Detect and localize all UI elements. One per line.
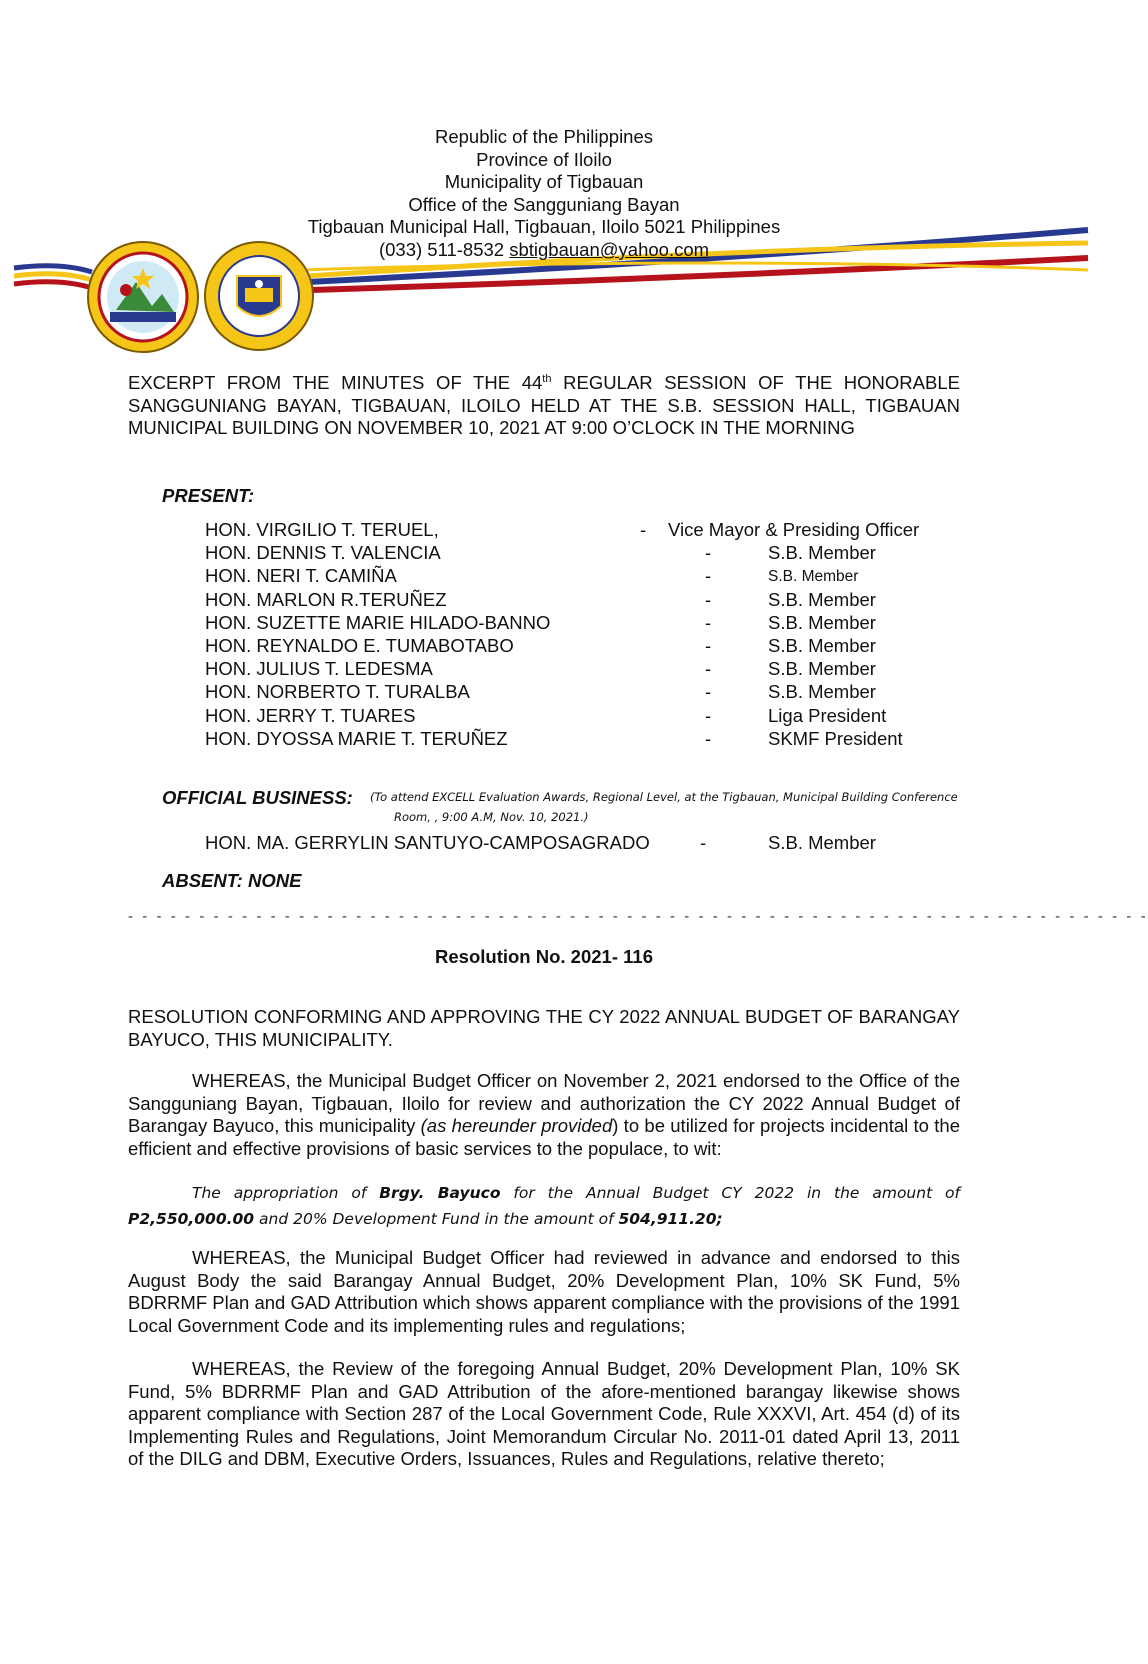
member-row [0, 612, 1088, 636]
separator-line: - - - - - - - - - - - - - - - - - - - - - - - - - - - - - - - - - - - - - - - - - - - - - - - - - - - - - - - - - - - - - - - - - - - - - - - - [128, 908, 1148, 925]
approp-text: and 20% Development Fund in the amount of [254, 1210, 619, 1228]
resolution-number: Resolution No. 2021- 116 [435, 946, 653, 967]
member-row [0, 705, 1088, 729]
letterhead-line: Republic of the Philippines [434, 126, 654, 147]
absent-label: ABSENT: NONE [162, 870, 302, 891]
appropriation-paragraph [128, 1180, 960, 1232]
member-role: S.B. Member [768, 658, 876, 680]
member-name: HON. REYNALDO E. TUMABOTABO [205, 635, 514, 656]
letterhead-line: Province of Iloilo [476, 148, 612, 170]
member-row [0, 728, 1088, 752]
member-name: HON. MA. GERRYLIN SANTUYO-CAMPOSAGRADO [205, 832, 650, 853]
approp-text: The appropriation of [192, 1184, 380, 1202]
member-role: S.B. Member [768, 681, 876, 703]
present-label: PRESENT: [162, 485, 255, 506]
member-role: S.B. Member [768, 568, 859, 586]
whereas-paragraph-2: WHEREAS, the Municipal Budget Officer had reviewed in advance and endorsed to this August Body the said Barangay Annual Budget, 20% Development Plan, 10% SK Fund, 5% BDRRMF Plan and GAD Attribution which shows apparent compliance with the provisions of the 1991 Local Government Code and its implementing rules and regulations; [128, 1247, 960, 1336]
whereas-paragraph-1 [128, 1070, 960, 1160]
approp-barangay: Brgy. Bayuco [379, 1184, 501, 1202]
member-dash: - [705, 611, 712, 633]
official-business-note-cont: Room, , 9:00 A.M, Nov. 10, 2021.) [394, 810, 589, 824]
whereas-paragraph-3: WHEREAS, the Review of the foregoing Annual Budget, 20% Development Plan, 10% SK Fund, 5% BDRRMF Plan and GAD Attribution of the afore-mentioned barangay likewise shows apparent compliance with Section 287 of the Local Government Code, Rule XXXVI, Art. 454 (d) of its Implementing Rules and Regulations, Joint Memorandum Circular No. 2011-01 dated April 13, 2011 of the DILG and DBM, Executive Orders, Issuances, Rules and Regulations, relative thereto; [128, 1358, 960, 1470]
letterhead-line: Tigbauan Municipal Hall, Tigbauan, Iloilo 5021 Philippines [307, 216, 781, 238]
member-dash: - [700, 832, 707, 853]
official-business-member [0, 832, 1088, 856]
excerpt-superscript: th [542, 373, 552, 385]
member-dash: - [705, 588, 712, 610]
official-business-label: OFFICIAL BUSINESS: [162, 787, 353, 808]
member-role: S.B. Member [768, 832, 876, 853]
member-name: HON. NORBERTO T. TURALBA [205, 681, 470, 703]
member-dash: - [705, 727, 712, 749]
letterhead [0, 0, 1088, 360]
member-role: S.B. Member [768, 588, 876, 610]
member-role: Liga President [768, 704, 887, 726]
letterhead-address [0, 126, 1088, 262]
member-dash: - [705, 565, 712, 587]
approp-amount: P2,550,000.00 [128, 1210, 255, 1228]
member-role: S.B. Member [768, 635, 876, 656]
member-dash: - [705, 704, 712, 726]
member-row [0, 635, 1088, 659]
member-role: S.B. Member [768, 542, 876, 564]
excerpt-text: EXCERPT FROM THE MINUTES OF THE 44 [128, 372, 543, 394]
member-row [0, 658, 1088, 682]
member-dash: - [705, 658, 712, 680]
member-row [0, 565, 1088, 589]
member-dash: - [640, 519, 647, 540]
member-name: HON. VIRGILIO T. TERUEL, [205, 519, 439, 540]
member-name: HON. JULIUS T. LEDESMA [205, 658, 433, 680]
member-name: HON. NERI T. CAMIÑA [205, 565, 397, 587]
letterhead-line: Municipality of Tigbauan [444, 171, 644, 193]
whereas-text-rest: ) to be utilized for projects incidental to the efficient and effective provisions of basic services to the populace, to wit: [128, 1115, 960, 1159]
member-name: HON. DYOSSA MARIE T. TERUÑEZ [205, 727, 508, 749]
letterhead-line: Office of the Sangguniang Bayan [408, 193, 680, 215]
excerpt-text-rest: REGULAR SESSION OF THE HONORABLE SANGGUNIANG BAYAN, TIGBAUAN, ILOILO HELD AT THE S.B. SESSION HALL, TIGBAUAN MUNICIPAL BUILDING ON NOVEMBER 10, 2021 AT 9:00 O’CLOCK IN THE MORNING [128, 372, 960, 439]
member-name: HON. SUZETTE MARIE HILADO-BANNO [205, 611, 551, 633]
member-name: HON. MARLON R.TERUÑEZ [205, 588, 447, 610]
phone-number: (033) 511-8532 [378, 238, 505, 260]
excerpt-heading [128, 368, 960, 440]
member-row [0, 589, 1088, 613]
official-business-note: (To attend EXCELL Evaluation Awards, Regional Level, at the Tigbauan, Municipal Building Conference [370, 790, 958, 804]
member-role: S.B. Member [768, 611, 876, 633]
member-name: HON. DENNIS T. VALENCIA [205, 542, 441, 564]
member-name: HON. JERRY T. TUARES [205, 704, 416, 726]
member-dash: - [705, 681, 712, 703]
email-link[interactable]: sbtigbauan@yahoo.com [509, 238, 710, 260]
member-role: Vice Mayor & Presiding Officer [668, 519, 920, 540]
member-row [0, 519, 1088, 543]
member-dash: - [705, 635, 712, 656]
whereas-italic: (as hereunder provided [420, 1115, 613, 1137]
member-dash: - [705, 542, 712, 564]
member-row [0, 681, 1088, 705]
resolution-title: RESOLUTION CONFORMING AND APPROVING THE CY 2022 ANNUAL BUDGET OF BARANGAY BAYUCO, THIS MUNICIPALITY. [128, 1006, 960, 1050]
approp-dev-fund: 504,911.20; [618, 1210, 723, 1228]
whereas-text: WHEREAS, the Municipal Budget Officer on November 2, 2021 endorsed to the Office of the Sangguniang Bayan, Tigbauan, Iloilo for review and authorization the CY 2022 Annual Budget of Barangay Bayuco, this municipality [128, 1070, 960, 1137]
member-role: SKMF President [768, 727, 903, 749]
letterhead-contact [0, 239, 1088, 262]
approp-text: for the Annual Budget CY 2022 in the amount of [500, 1184, 961, 1202]
member-row [0, 542, 1088, 566]
